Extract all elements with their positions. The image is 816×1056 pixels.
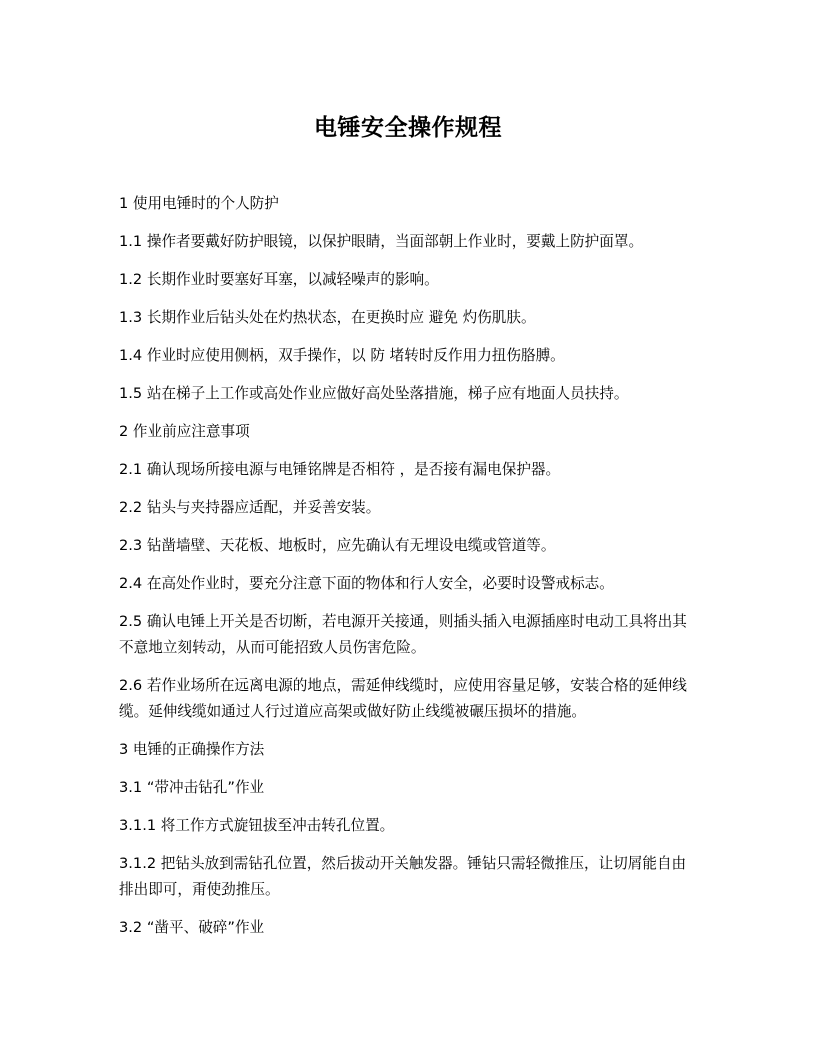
paragraph-2-1: 2.1 确认现场所接电源与电锤铭牌是否相符 ，是否接有漏电保护器。 xyxy=(119,461,561,478)
paragraph-1-2: 1.2 长期作业时要塞好耳塞，以减轻噪声的影响。 xyxy=(119,271,439,288)
section-heading-1: 1 使用电锤时的个人防护 xyxy=(119,195,279,212)
paragraph-2-6: 2.6 若作业场所在远离电源的地点，需延伸线缆时，应使用容量足够，安装合格的延伸线缆。延伸线缆如通过人行过道应高架或做好防止线缆被碾压损坏的措施。 xyxy=(119,677,687,720)
document-title: 电锤安全操作规程 xyxy=(314,115,502,141)
subsection-heading-3-2: 3.2 “凿平、破碎”作业 xyxy=(119,919,265,936)
paragraph-2-5: 2.5 确认电锤上开关是否切断，若电源开关接通，则插头插入电源插座时电动工具将出其不意地立刻转动，从而可能招致人员伤害危险。 xyxy=(119,613,687,656)
paragraph-1-1: 1.1 操作者要戴好防护眼镜，以保护眼睛，当面部朝上作业时，要戴上防护面罩。 xyxy=(119,233,644,250)
paragraph-1-5: 1.5 站在梯子上工作或高处作业应做好高处坠落措施，梯子应有地面人员扶持。 xyxy=(119,385,629,402)
paragraph-2-2: 2.2 钻头与夹持器应适配，并妥善安装。 xyxy=(119,499,381,516)
subsection-heading-3-1: 3.1 “带冲击钻孔”作业 xyxy=(119,779,265,796)
paragraph-2-4: 2.4 在高处作业时，要充分注意下面的物体和行人安全，必要时设警戒标志。 xyxy=(119,575,614,592)
paragraph-3-1-2: 3.1.2 把钻头放到需钻孔位置，然后拔动开关触发器。锤钻只需轻微推压，让切屑能自由排出即可，甭使劲推压。 xyxy=(119,855,687,898)
paragraph-1-3: 1.3 长期作业后钻头处在灼热状态，在更换时应 避免 灼伤肌肤。 xyxy=(119,309,536,326)
section-heading-3: 3 电锤的正确操作方法 xyxy=(119,741,265,758)
paragraph-2-3: 2.3 钻凿墙壁、天花板、地板时，应先确认有无埋设电缆或管道等。 xyxy=(119,537,556,554)
paragraph-1-4: 1.4 作业时应使用侧柄，双手操作，以 防 堵转时反作用力扭伤胳膊。 xyxy=(119,347,565,364)
section-heading-2: 2 作业前应注意事项 xyxy=(119,423,250,440)
paragraph-3-1-1: 3.1.1 将工作方式旋钮拔至冲击转孔位置。 xyxy=(119,817,395,834)
